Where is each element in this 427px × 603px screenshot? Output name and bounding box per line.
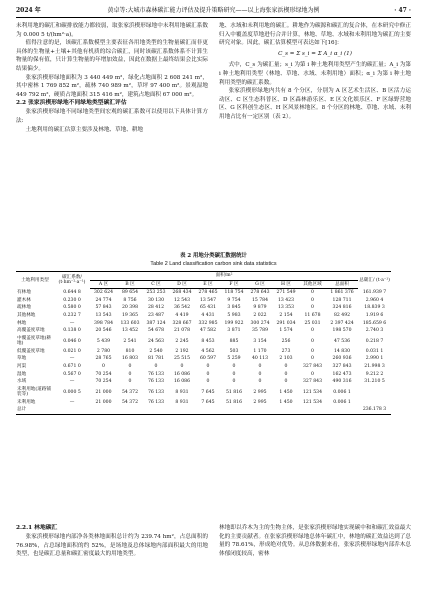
row-area-cell: 0 [232, 379, 236, 385]
row-landuse: 总计 [16, 406, 54, 414]
row-area-cell: 47 582 [199, 328, 217, 334]
row-area-cell: 30 130 [147, 297, 165, 303]
row-coefficient: — [69, 356, 75, 362]
row-area-cell [247, 406, 273, 414]
row-area-cell: 0 [311, 297, 314, 303]
row-area-cell: 121 534 [303, 389, 322, 395]
row-area-cell: 0 [311, 371, 314, 377]
paragraph: 地、水域和未利用地的碳汇。耕地作为碳源和碳汇的复合体，在本研究中修正归入中覆盖度草地进行合并计算，林地、草地、水域和未利用地为碳汇的主要研究对象。因此，碳汇估算模型可表达如下[16]： [219, 23, 411, 47]
row-area-cell: 89 654 [121, 290, 139, 296]
row-area-cell: 0 [258, 379, 262, 385]
row-area-cell: 2 541 [123, 338, 137, 344]
row-area-cell: 1 450 [279, 389, 293, 395]
row-coefficient: 0.230 0 [63, 297, 81, 303]
table-row [16, 355, 411, 363]
row-total: 1.919 6 [365, 313, 384, 319]
row-landuse: 林地 [17, 320, 27, 326]
row-total: 236.178 3 [358, 406, 391, 414]
row-area-cell [90, 406, 117, 414]
row-area-cell: 118 754 [224, 290, 244, 296]
row-total [358, 386, 391, 399]
row-area-cell: 8 931 [175, 389, 189, 395]
row-total: 0.031 1 [365, 348, 384, 354]
row-area-cell: 253 253 [146, 290, 166, 296]
paragraph: 林地即以乔木为主的生物主体，是张家浜楔形绿地实现碳中和和碳汇效益最大化的主要贡献者。在张家浜楔形绿地总体年碳汇中，林地的碳汇效益达到了总量的 78.61%，形成绝对优势。从总体数据来看，张家浜楔形绿地内部乔木总体郁闭度较高，密林 [219, 525, 411, 557]
table-row [16, 320, 411, 328]
row-area-cell: 13 423 [277, 297, 295, 303]
row-area-cell: 0 [128, 364, 132, 370]
row-area-cell: 4 419 [175, 313, 189, 319]
row-landuse: 河渠 [17, 364, 27, 370]
top-right-column [219, 22, 411, 249]
row-area-cell: 24 563 [147, 338, 165, 344]
header-area-column: A 区 [90, 280, 117, 289]
row-landuse: 草地 [17, 356, 27, 362]
table-caption-zh: 表 2 用地分类碳汇数据统计 [180, 253, 247, 259]
row-area-cell: 2 780 [96, 348, 111, 354]
row-area-cell: 328 667 [172, 320, 192, 326]
row-area-cell: 5 259 [227, 356, 241, 362]
row-total: 0.218 7 [365, 338, 384, 344]
header-area-column: G 区 [247, 280, 273, 289]
row-area-cell: 7 645 [201, 399, 215, 405]
row-area-cell [273, 406, 299, 414]
row-area-cell: 260 936 [332, 356, 352, 362]
row-area-cell: 121 534 [303, 399, 322, 405]
row-area-cell: 810 [125, 348, 135, 354]
row-area-cell: 3 871 [227, 328, 241, 334]
row-area-cell: 47 536 [333, 338, 351, 344]
paragraph: 式中，C_s 为碳汇量；s_i 为第 i 种土地利用类型产生的碳汇量；A_i 为第 i 种土地利用类型（林地、草地、水域、未利用地）面积；α_i 为第 i 种土地利用类型的碳汇系数。 [219, 62, 411, 86]
row-area-cell: 324 816 [332, 305, 352, 311]
table-row [16, 348, 411, 356]
row-area-cell: 60 597 [199, 356, 217, 362]
row-area-cell [221, 406, 247, 414]
row-area-cell: 0 [206, 379, 210, 385]
table-row [16, 327, 411, 335]
row-coefficient: 0.580 0 [63, 305, 81, 311]
row-area-cell: 5 439 [96, 338, 111, 344]
row-area-cell: 302 624 [94, 290, 113, 296]
row-area-cell: 0 [311, 348, 314, 354]
row-area-cell: 12 543 [173, 297, 191, 303]
table-row [16, 363, 411, 371]
row-area-cell: 2 154 [279, 313, 293, 319]
row-area-cell: 1 861 376 [330, 290, 354, 296]
row-area-cell: 327 843 [332, 364, 352, 370]
paragraph: 张家浜楔形绿地不同绿地类型间宏观的碳汇系数可以使用以下具体计算方法: [16, 109, 208, 124]
row-coefficient: 0.644 8 [63, 290, 81, 296]
table-caption [16, 253, 411, 268]
header-year: 2024 年 [16, 7, 41, 14]
row-area-cell: 76 133 [147, 379, 165, 385]
row-area-cell: 51 816 [225, 399, 243, 405]
row-area-cell: 76 133 [147, 371, 165, 377]
row-area-cell: 128 711 [332, 297, 352, 303]
row-area-cell: 2 995 [253, 399, 267, 405]
row-area-cell: 28 765 [95, 356, 112, 362]
row-area-cell: 0 [206, 364, 210, 370]
row-total: 2.960 4 [365, 297, 384, 303]
row-area-cell: 327 843 [303, 364, 322, 370]
running-header [16, 6, 411, 16]
row-area-cell: 0.006 1 [333, 389, 351, 395]
row-landuse: 湿地 [17, 371, 27, 377]
row-area-cell: 398 784 [94, 320, 113, 326]
row-landuse: 中覆盖度草地(耕地) [17, 335, 51, 347]
row-area-cell: 70 254 [95, 379, 112, 385]
header-total: 总碳汇/ (t·a⁻¹) [358, 272, 391, 289]
table-row [16, 335, 411, 348]
row-landuse: 有林地 [17, 290, 31, 296]
row-total: 161.939 7 [362, 290, 387, 296]
row-coefficient [54, 406, 90, 414]
row-area-cell: 0 [258, 364, 262, 370]
header-area-column: 其他区域 [299, 280, 326, 289]
row-area-cell: 2 995 [253, 389, 267, 395]
bottom-left-column [16, 524, 208, 598]
row-area-cell: 0 [311, 305, 314, 311]
row-area-cell: 25 031 [304, 320, 321, 326]
bottom-right-column [219, 524, 411, 598]
row-area-cell: 11 678 [304, 313, 321, 319]
header-area-column: H 区 [273, 280, 299, 289]
row-area-cell: 0 [128, 371, 132, 377]
row-area-cell: 28 412 [147, 305, 165, 311]
header-coefficient: 碳汇系数/ (t·hm⁻²·a⁻¹) [54, 272, 90, 289]
table-row [16, 371, 411, 379]
row-area-cell: 54 372 [121, 399, 139, 405]
row-area-cell: 13 452 [121, 328, 139, 334]
header-area-column: D 区 [169, 280, 195, 289]
row-area-cell: 268 434 [172, 290, 192, 296]
row-coefficient: 0.232 7 [63, 313, 81, 319]
row-total: 2.740 3 [365, 328, 384, 334]
row-area-cell: 503 [229, 348, 239, 354]
row-area-cell: 291 034 [276, 320, 296, 326]
row-area-cell: 0 [128, 379, 132, 385]
row-area-cell: 273 [281, 348, 291, 354]
row-area-cell: 18.839 3 [364, 305, 385, 311]
row-coefficient: 0.046 0 [63, 338, 81, 344]
row-area-cell: 0 [180, 364, 184, 370]
header-landuse: 土地利用类型 [16, 272, 54, 289]
paragraph: 未利用地的碳汇和碳排放能力都较弱，取张家浜楔形绿地中未利用地碳汇系数为 0.000 5 t/(hm²·a)。 [16, 23, 208, 38]
row-area-cell: 0 [284, 379, 288, 385]
row-area-cell: 256 [281, 338, 291, 344]
table-row [16, 312, 411, 320]
row-area-cell: 9 879 [253, 305, 267, 311]
section-heading: 2.2 张家浜楔形绿地不同绿地类型碳汇评估 [16, 100, 127, 107]
header-title: 黄卓等:大城市森林碳汇能力评估及提升策略研究——以上海张家浜楔形绿地为例 [107, 7, 320, 14]
row-area-cell: 0 [258, 371, 262, 377]
row-area-cell: 2 540 [149, 348, 163, 354]
table-row [16, 378, 411, 386]
row-area-cell: 490 316 [332, 379, 352, 385]
row-area-cell: 278 643 [250, 290, 270, 296]
row-area-cell: 0 [284, 371, 288, 377]
row-coefficient: 0.567 0 [63, 371, 81, 377]
row-area-cell: 36 542 [173, 305, 191, 311]
row-area-cell: 5 983 [227, 313, 241, 319]
row-area-cell: 3 845 [227, 305, 241, 311]
row-area-cell: 2 245 [175, 338, 189, 344]
row-area-cell: 54 678 [147, 328, 165, 334]
row-area-cell [143, 406, 169, 414]
row-area-cell: 4 562 [201, 348, 215, 354]
row-area-cell: 25 515 [173, 356, 191, 362]
row-area-cell: 81 781 [147, 356, 165, 362]
top-left-column [16, 22, 208, 249]
row-area-cell: 332 985 [198, 320, 218, 326]
row-area-cell: 198 570 [332, 328, 352, 334]
row-coefficient: 0.021 0 [63, 348, 81, 354]
row-area-cell: 14 830 [333, 348, 351, 354]
row-landuse: 未利用地 [17, 399, 36, 405]
row-area-cell: 327 843 [303, 379, 322, 385]
row-area-cell: 16 086 [173, 371, 191, 377]
table-row [16, 304, 411, 312]
header-area-column: 总面积 [326, 280, 358, 289]
row-area-cell: 8 931 [175, 399, 189, 405]
row-area-cell: 0 [232, 371, 236, 377]
row-area-cell: 21 000 [95, 399, 112, 405]
row-area-cell: 54 372 [121, 389, 139, 395]
row-area-cell: 199 922 [224, 320, 244, 326]
paragraph: 张家浜楔形绿地内部净各类林地面积总计约为 239.74 hm²，占总面积的 76.98%，占总绿地面积的约 52%，是场地及总体绿地内部面积最大的用地类型，也是碳汇总量和碳汇密度最大的用地类型。 [16, 534, 208, 558]
row-landuse: 其他林地 [17, 313, 36, 319]
carbon-sink-table [16, 271, 411, 415]
row-area-cell: 82 492 [333, 313, 351, 319]
row-landuse: 高覆盖度草地 [17, 328, 45, 334]
row-area-cell: 387 124 [146, 320, 166, 326]
row-area-cell: 76 133 [147, 399, 165, 405]
row-area-cell: 0 [311, 338, 314, 344]
row-area-cell: 24 774 [95, 297, 112, 303]
row-area-cell: 13 543 [95, 313, 112, 319]
row-area-cell [299, 406, 326, 414]
row-area-cell: 76 133 [147, 389, 165, 395]
row-total: 185.659 6 [362, 320, 387, 326]
row-area-cell: 8 756 [123, 297, 137, 303]
row-area-cell: 21 078 [173, 328, 191, 334]
row-area-cell [326, 406, 358, 414]
row-area-cell: 13 547 [199, 297, 217, 303]
row-area-cell: 9 754 [227, 297, 241, 303]
row-total: 21.998 3 [364, 364, 385, 370]
row-area-cell: 0.006 1 [333, 399, 351, 405]
table-caption-en: Table 2 Land classification carbon sink data statistics [150, 260, 277, 267]
header-area-column: B 区 [117, 280, 143, 289]
row-area-cell: 15 784 [251, 297, 269, 303]
row-area-cell: 0 [206, 371, 210, 377]
header-page-number: · 47 · [394, 7, 411, 14]
header-area-column: E 区 [195, 280, 221, 289]
row-area-cell: 4 431 [201, 313, 215, 319]
row-area-cell: 0 [154, 364, 158, 370]
row-area-cell: 0 [102, 364, 105, 370]
row-landuse: 未利用地(道路铺装等) [17, 386, 51, 398]
row-area-cell: 23 487 [147, 313, 165, 319]
row-area-cell: 2 192 [175, 348, 189, 354]
row-total: 2.990 1 [365, 356, 384, 362]
row-area-cell: 2 397 424 [330, 320, 354, 326]
row-total [358, 399, 391, 407]
row-area-cell: 35 789 [251, 328, 269, 334]
paragraph: 张家浜楔形绿地面积为 3 440 449 m²，绿化占地面积 2 608 241 m²，其中密林 1 769 852 m²，疏林 740 989 m²，草坪 97 400 m²。景观湿地 449 792 m²，硬质占地面积 315 416 m²，建筑占地面积 67 000 m²。 [16, 74, 208, 98]
paragraph: 张家浜楔形绿地内共有 8 个分区，分别为 A 区艺术生活区、B 区活力运动区、C 区生态科普区、D 区森林游乐区、E 区文化娱乐区、F 区绿野营地区、G 区科创生态区、H 区风景林地区。8 个分区的林地、草地、水域、未利用地占比有一定区别（表 2）。 [219, 88, 411, 120]
row-area-cell: 20 546 [95, 328, 112, 334]
row-area-cell [195, 406, 221, 414]
header-area-column: F 区 [221, 280, 247, 289]
row-total: 31.210 5 [364, 379, 385, 385]
row-coefficient: 0.138 0 [63, 328, 81, 334]
paragraph: 土地利用的碳汇估算主要涉及林地、草地、耕地 [25, 126, 143, 133]
row-area-cell: 2 103 [279, 356, 293, 362]
row-area-cell: 51 816 [225, 389, 243, 395]
row-landuse: 灌木林 [17, 297, 31, 303]
row-area-cell: 16 086 [173, 379, 191, 385]
row-coefficient: — [69, 320, 75, 326]
row-area-cell: 0 [284, 364, 288, 370]
row-area-cell: 70 254 [95, 371, 112, 377]
row-area-cell [169, 406, 195, 414]
row-area-cell: 3 154 [253, 338, 267, 344]
header-rule [16, 17, 411, 18]
table-row [16, 406, 411, 414]
row-area-cell: 278 465 [198, 290, 218, 296]
row-area-cell: 7 645 [201, 389, 215, 395]
row-area-cell: 16 803 [121, 356, 139, 362]
row-area-cell [117, 406, 143, 414]
row-coefficient: 0.671 0 [63, 364, 81, 370]
row-landuse: 疏林地 [17, 305, 31, 311]
paragraph: 值得注意的是，该碳汇系数模型主要表征各用地类型的生物量碳汇而非更具体的生物量+土壤+其他有机质的综合碳汇，同时该碳汇系数体系不计算生物量的保有值，只计算生物量的年增加效益，因此在数据上最终结果会比实际结果偏少。 [16, 40, 208, 72]
equation: C_s = Σ s_i = Σ A_i α_i (1) [278, 50, 352, 57]
row-landuse: 水域 [17, 379, 27, 385]
row-area-cell: 40 113 [251, 356, 269, 362]
row-area-cell: 0 [311, 290, 314, 296]
row-coefficient: — [69, 379, 75, 385]
row-area-cell: 8 453 [201, 338, 215, 344]
row-area-cell: 1 450 [279, 399, 293, 405]
table-row [16, 399, 411, 407]
header-area-column: C 区 [143, 280, 169, 289]
row-area-cell: 0 [311, 328, 314, 334]
header-area: 面积/m² [90, 272, 358, 281]
table-row [16, 297, 411, 305]
row-area-cell: 300 274 [250, 320, 270, 326]
row-area-cell: 65 431 [199, 305, 217, 311]
row-area-cell: 885 [229, 338, 239, 344]
row-area-cell: 2 022 [253, 313, 267, 319]
table-row [16, 289, 411, 297]
table-row [16, 386, 411, 399]
row-area-cell: 57 843 [95, 305, 112, 311]
row-coefficient: 0.000 5 [63, 389, 81, 395]
row-area-cell: 0 [311, 356, 314, 362]
subsection-heading: 2.2.1 林地碳汇 [16, 525, 58, 531]
row-area-cell: 1 574 [279, 328, 293, 334]
row-area-cell: 133 603 [120, 320, 140, 326]
row-total [391, 304, 411, 312]
row-area-cell: 19 365 [121, 313, 139, 319]
row-area-cell: 20 398 [121, 305, 139, 311]
row-area-cell: 0 [232, 364, 236, 370]
row-area-cell: 13 353 [277, 305, 295, 311]
row-area-cell: 21 000 [95, 389, 112, 395]
row-total: 9.212 2 [365, 371, 384, 377]
row-area-cell: 162 473 [332, 371, 352, 377]
row-area-cell: 271 549 [276, 290, 296, 296]
row-landuse: 低覆盖度草地 [17, 348, 45, 354]
row-area-cell: 1 170 [253, 348, 267, 354]
row-coefficient: — [69, 399, 75, 405]
